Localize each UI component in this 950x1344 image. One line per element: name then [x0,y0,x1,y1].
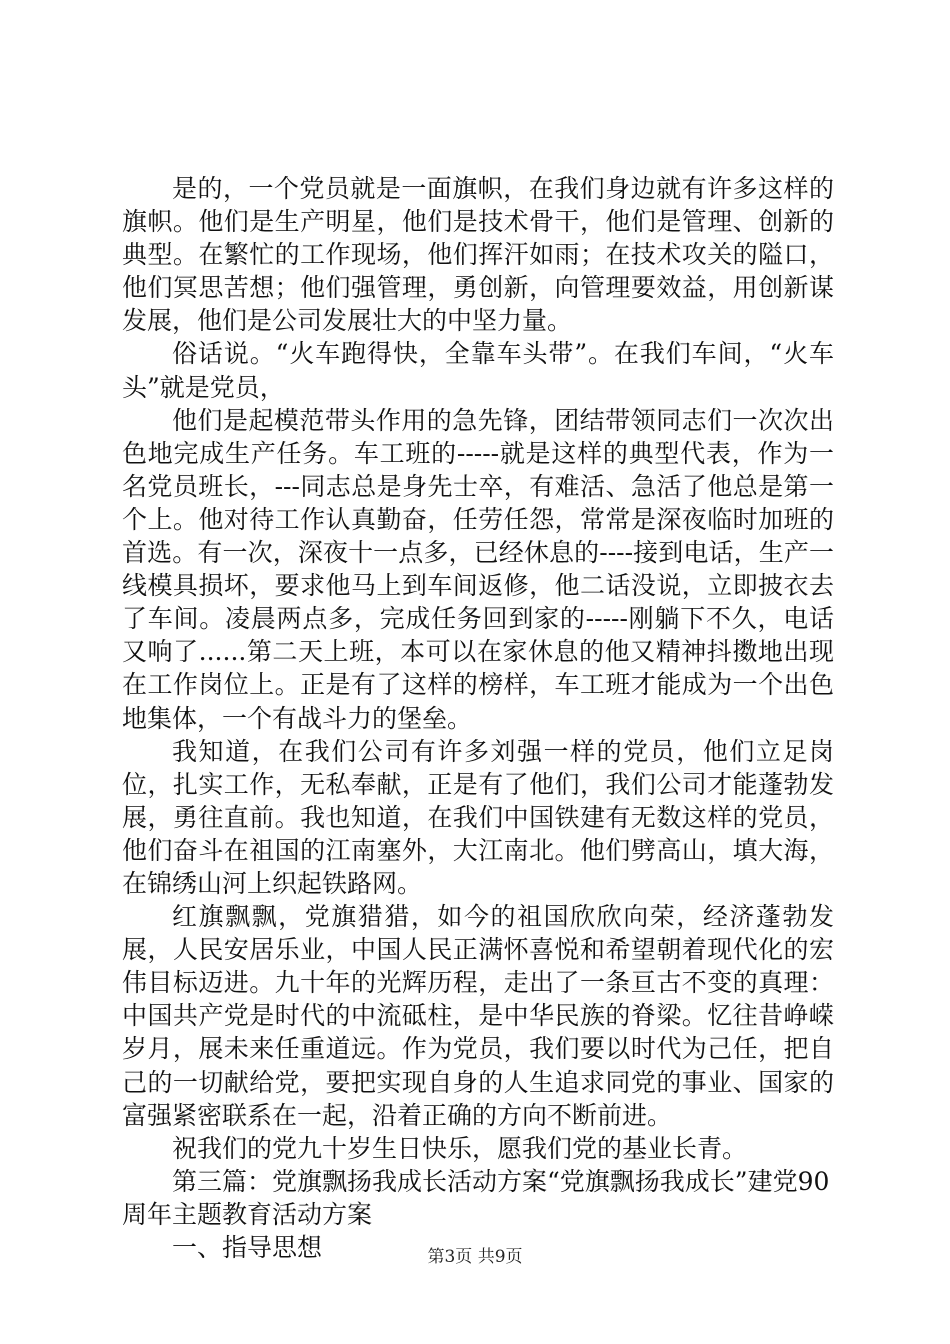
paragraph-flag-bearers: 是的，一个党员就是一面旗帜，在我们身边就有许多这样的旗帜。他们是生产明星，他们是技术骨干，他们是管理、创新的典型。在繁忙的工作现场，他们挥汗如雨；在技术攻关的隘口，他们冥思苦想；他们强管理，勇创新，向管理要效益，用创新谋发展，他们是公司发展壮大的中坚力量。 [122,174,834,336]
paragraph-company-members: 我知道，在我们公司有许多刘强一样的党员，他们立足岗位，扎实工作，无私奉献，正是有了他们，我们公司才能蓬勃发展，勇往直前。我也知道，在我们中国铁建有无数这样的党员，他们奋斗在祖国的江南塞外，大江南北。他们劈高山，填大海，在锦绣山河上织起铁路网。 [122,736,834,898]
paragraph-birthday-wish: 祝我们的党九十岁生日快乐，愿我们党的基业长青。 [172,1133,748,1163]
paragraph-proverb: 俗话说。“火车跑得快，全靠车头带”。在我们车间，“火车头”就是党员， [122,339,834,402]
paragraph-vanguard-example: 他们是起模范带头作用的急先锋，团结带领同志们一次次出色地完成生产任务。车工班的-----就是这样的典型代表，作为一名党员班长，---同志总是身先士卒，有难活、急活了他总是第一个上。他对待工作认真勤奋，任劳任怨，常常是深夜临时加班的首选。有一次，深夜十一点多，已经休息的----接到电话，生产一线模具损坏，要求他马上到车间返修，他二话没说，立即披衣去了车间。凌晨两点多，完成任务回到家的-----刚躺下不久，电话又响了......第二天上班，本可以在家休息的他又精神抖擞地出现在工作岗位上。正是有了这样的榜样，车工班才能成为一个出色地集体，一个有战斗力的堡垒。 [122,405,834,733]
paragraph-red-flags: 红旗飘飘，党旗猎猎，如今的祖国欣欣向荣，经济蓬勃发展，人民安居乐业，中国人民正满怀喜悦和希望朝着现代化的宏伟目标迈进。九十年的光辉历程，走出了一条亘古不变的真理：中国共产党是时代的中流砥柱，是中华民族的脊梁。忆往昔峥嵘岁月，展未来任重道远。作为党员，我们要以时代为己任，把自己的一切献给党，要把实现自身的人生追求同党的事业、国家的富强紧密联系在一起，沿着正确的方向不断前进。 [122,902,834,1130]
page-number-footer: 第3页 共9页 [427,1247,523,1267]
section-title-part-three: 第三篇：党旗飘扬我成长活动方案“党旗飘扬我成长”建党90周年主题教育活动方案 [122,1166,830,1229]
document-body [122,172,834,1264]
section-heading-guiding-ideology: 一、指导思想 [172,1233,323,1262]
